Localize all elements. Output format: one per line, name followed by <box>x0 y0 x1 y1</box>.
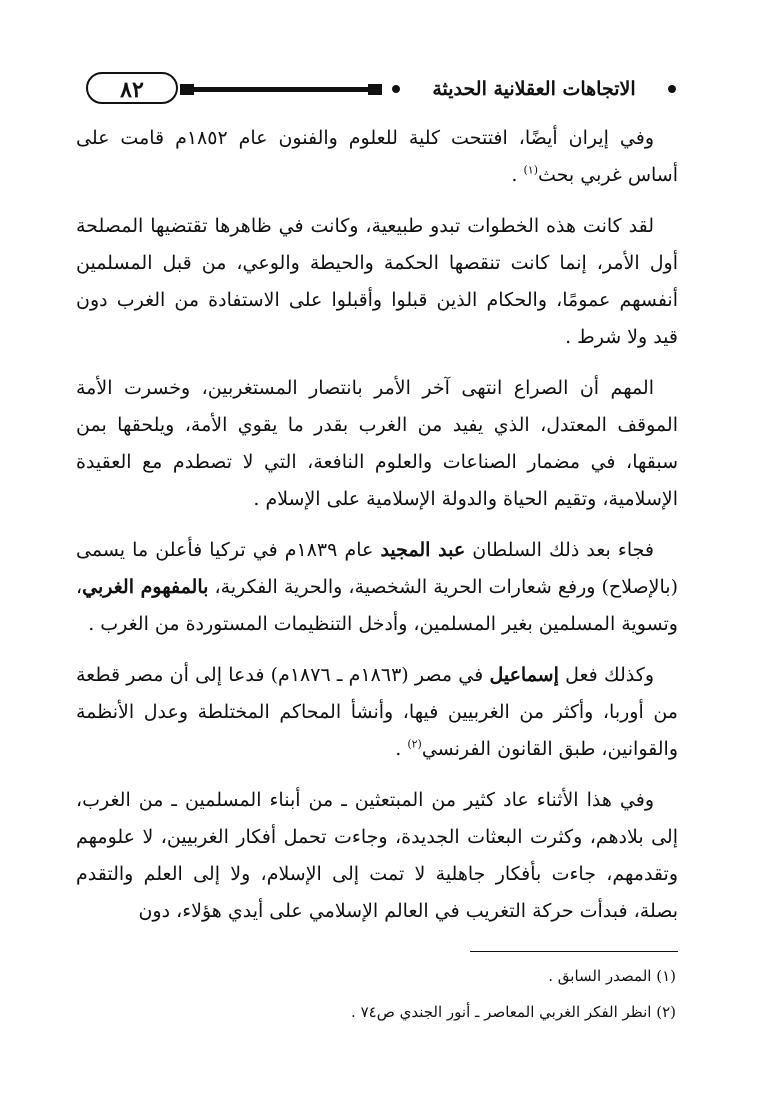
header-dot-right <box>668 85 676 93</box>
paragraph-5: وكذلك فعل إسماعيل في مصر (١٨٦٣م ـ ١٨٧٦م) فدعا إلى أن مصر قطعة من أوربا، وأكثر من الغربيين فيها، وأنشأ المحاكم المختلطة وعدل الأنظمة والقوانين، طبق القانون الفرنسي$^{(٢)}$ . <box>76 664 678 760</box>
header-rule-cap-left <box>180 84 194 95</box>
footnote-2: (٢) انظر الفكر الغربي المعاصر ـ أنور الجندي ص٧٤ . <box>351 1003 676 1021</box>
footnote-ref-1: (١) <box>523 163 538 177</box>
paragraph-3: المهم أن الصراع انتهى آخر الأمر بانتصار المستغربين، وخسرت الأمة الموقف المعتدل، الذي يفيد من الغرب بقدر ما يقوي الأمة، ويلحقها بمن سبقها، في مضمار الصناعات والعلوم النافعة، التي لا تصطدم مع العقيدة الإسلامية، وتقيم الحياة والدولة الإسلامية على الإسلام . <box>76 377 678 510</box>
header-rule-cap-right <box>368 84 382 95</box>
header-dot-left <box>392 85 400 93</box>
paragraph-4: فجاء بعد ذلك السلطان عبد المجيد عام ١٨٣٩م في تركيا فأعلن ما يسمى (بالإصلاح) ورفع شعارات الحرية الشخصية، والحرية الفكرية، بالمفهوم الغربي، وتسوية المسلمين بغير المسلمين، وأدخل التنظيمات المستوردة من الغرب . <box>76 539 678 635</box>
page-number: ٨٢ <box>86 72 178 104</box>
bold-western-concept: بالمفهوم الغربي <box>82 576 209 598</box>
page-body <box>76 120 678 944</box>
book-title: الاتجاهات العقلانية الحديثة <box>432 78 636 100</box>
paragraph-6: وفي هذا الأثناء عاد كثير من المبتعثين ـ من أبناء المسلمين ـ من الغرب، إلى بلادهم، وكثرت البعثات الجديدة، وجاءت تحمل أفكار الغربيين، لا علومهم وتقدمهم، جاءت بأفكار جاهلية لا تمت إلى الإسلام، ولا إلى العلم والتقدم بصلة، فبدأت حركة التغريب في العالم الإسلامي على أيدي هؤلاء، دون <box>76 789 678 922</box>
footnote-1: (١) المصدر السابق . <box>548 967 676 985</box>
bold-name-abdulmajid: عبد المجيد <box>380 539 466 561</box>
paragraph-1: وفي إيران أيضًا، افتتحت كلية للعلوم والفنون عام ١٨٥٢م قامت على أساس غربي بحث$^{(١)}$ . <box>76 127 678 186</box>
header-rule <box>180 87 382 92</box>
running-header <box>70 70 682 108</box>
footnote-ref-2: (٢) <box>407 737 422 751</box>
bold-name-ismail: إسماعيل <box>489 664 559 686</box>
footnotes <box>76 958 676 1030</box>
footnote-separator <box>470 951 678 952</box>
paragraph-2: لقد كانت هذه الخطوات تبدو طبيعية، وكانت في ظاهرها تقتضيها المصلحة أول الأمر، إنما كانت تنقصها الحكمة والحيطة والوعي، من قبل المسلمين أنفسهم عمومًا، والحكام الذين قبلوا وأقبلوا على الاستفادة من الغرب دون قيد ولا شرط . <box>76 215 678 348</box>
